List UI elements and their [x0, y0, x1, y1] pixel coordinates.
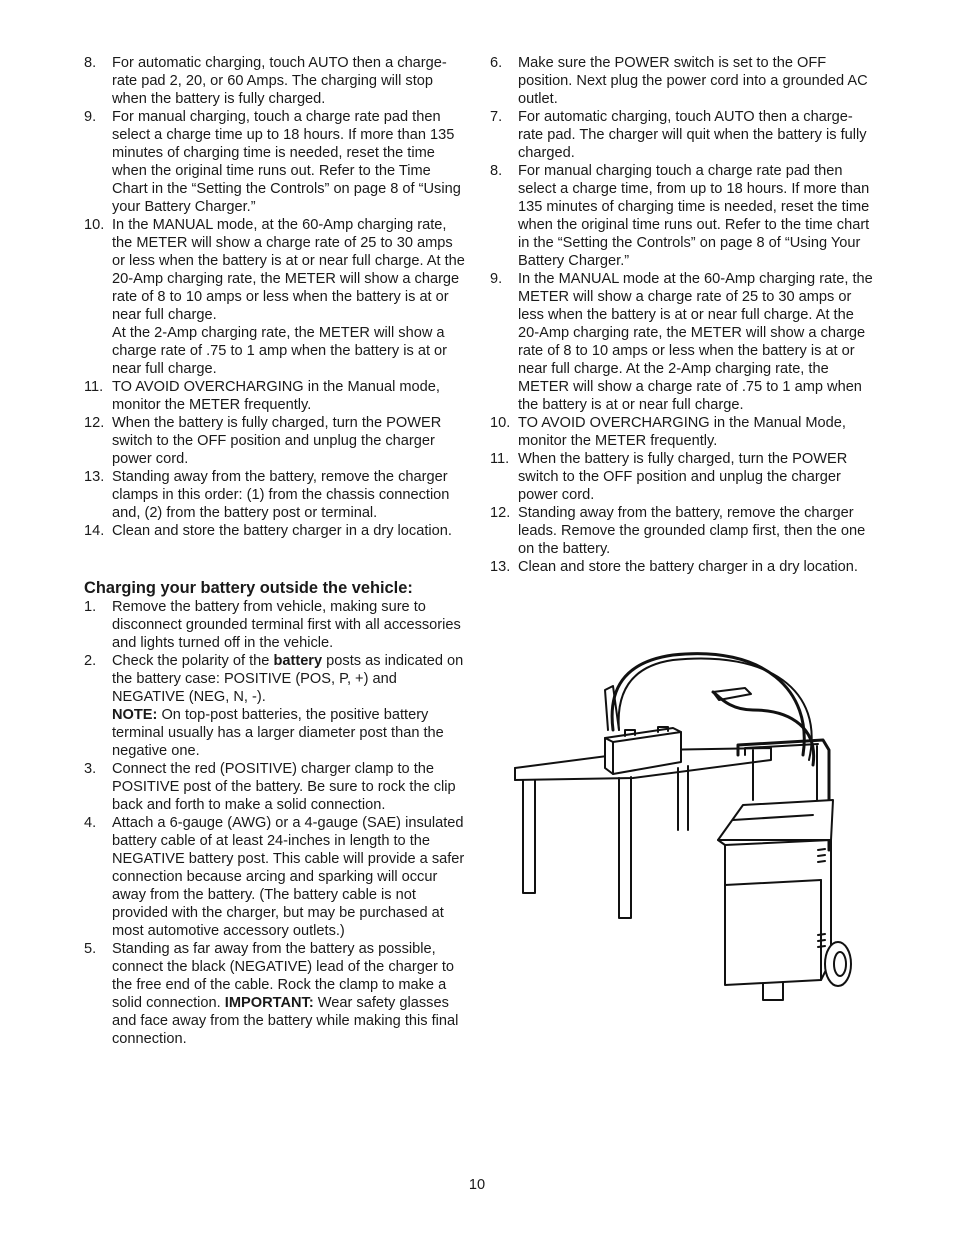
right-column — [490, 54, 874, 576]
list-item: 9. For manual charging, touch a charge rate pad then select a charge time up to 18 hours. If more than 135 minutes of charging time is needed, reset the time when the original time runs out. Refer to the Time Chart in the “Setting the Controls” on page 8 of “Using your Battery Charger.” — [84, 109, 461, 215]
list-item: 13. Clean and store the battery charger in a dry location. — [490, 559, 858, 575]
list-item: 2. Check the polarity of the battery posts as indicated on the battery case: POSITIVE (POS, P, +) and NEGATIVE (NEG, N, -). NOTE: On top-post batteries, the positive battery terminal usually has a larger diameter post than the negative one. — [84, 652, 468, 760]
list-item: 7. For automatic charging, touch AUTO then a charge-rate pad. The charger will quit when the battery is fully charged. — [490, 109, 867, 161]
list-item: 8. For automatic charging, touch AUTO then a charge-rate pad 2, 20, or 60 Amps. The charging will stop when the battery is fully charged. — [84, 55, 447, 107]
list-item: 3. Connect the red (POSITIVE) charger clamp to the POSITIVE post of the battery. Be sure to rock the clip back and forth to make a solid connection. — [84, 761, 456, 813]
list-item: 13. Standing away from the battery, remove the charger clamps in this order: (1) from the chassis connection and, (2) from the battery post or terminal. — [84, 469, 450, 521]
note: NOTE: On top-post batteries, the positive battery terminal usually has a larger diameter post than the negative one. — [112, 707, 444, 759]
section-heading: Charging your battery outside the vehicle: — [84, 579, 413, 597]
list-item: 9. In the MANUAL mode at the 60-Amp charging rate, the METER will show a charge rate of 25 to 30 amps or less when the battery is at or near full charge. At the 20-Amp charging rate, the METER will show a charge rate of 8 to 10 amps or less when the battery is at or near full charge. At the 2-Amp charging rate, the METER will show a charge rate of .75 to 1 amp when the battery is at or near full charge. — [490, 271, 873, 413]
list-item: 10. In the MANUAL mode, at the 60-Amp charging rate, the METER will show a charge rate of 25 to 30 amps or less when the battery is at or near full charge. At the 20-Amp charging rate, the METER will show a charge rate of 8 to 10 amps or less when the battery is at or near full charge. At the 2-Amp charging rate, the METER will show a charge rate of .75 to 1 amp when the battery is at or near full charge. — [84, 217, 465, 377]
page-number: 10 — [468, 1177, 486, 1193]
list-item: 12. When the battery is fully charged, turn the POWER switch to the OFF position and unplug the charger power cord. — [84, 415, 442, 467]
list-item: 14. Clean and store the battery charger in a dry location. — [84, 523, 452, 539]
list-item: 8. For manual charging touch a charge rate pad then select a charge time, from up to 18 hours. If more than 135 minutes of charging time is needed, reset the time when the original time runs out. Refer to the time chart in the “Setting the Controls” on page 8 of “Using Your Battery Charger.” — [490, 163, 870, 269]
list-item: 11. TO AVOID OVERCHARGING in the Manual mode, monitor the METER frequently. — [84, 379, 440, 413]
left-column — [84, 54, 468, 1048]
battery-charger-illustration — [513, 650, 873, 1010]
list-item: 11. When the battery is fully charged, turn the POWER switch to the OFF position and unplug the charger power cord. — [490, 451, 848, 503]
list-item: 10. TO AVOID OVERCHARGING in the Manual Mode, monitor the METER frequently. — [490, 415, 846, 449]
list-item: 1. Remove the battery from vehicle, making sure to disconnect grounded terminal first with all accessories and lights turned off in the vehicle. — [84, 599, 461, 651]
list-item: 5. Standing as far away from the battery as possible, connect the black (NEGATIVE) lead of the charger to the free end of the cable. Rock the clamp to make a solid connection. IMPORTANT: Wear safety glasses and face away from the battery while making this final connection. — [84, 941, 459, 1047]
list-item: 6. Make sure the POWER switch is set to the OFF position. Next plug the power cord into a grounded AC outlet. — [490, 55, 868, 107]
list-item: 12. Standing away from the battery, remove the charger leads. Remove the grounded clamp first, then the one on the battery. — [490, 505, 866, 557]
list-item: 4. Attach a 6-gauge (AWG) or a 4-gauge (SAE) insulated battery cable of at least 24-inches in length to the NEGATIVE battery post. This cable will provide a safer connection because arcing and sparking will occur away from the battery. (The battery cable is not provided with the charger, but may be purchased at most automotive accessory outlets.) — [84, 815, 465, 939]
